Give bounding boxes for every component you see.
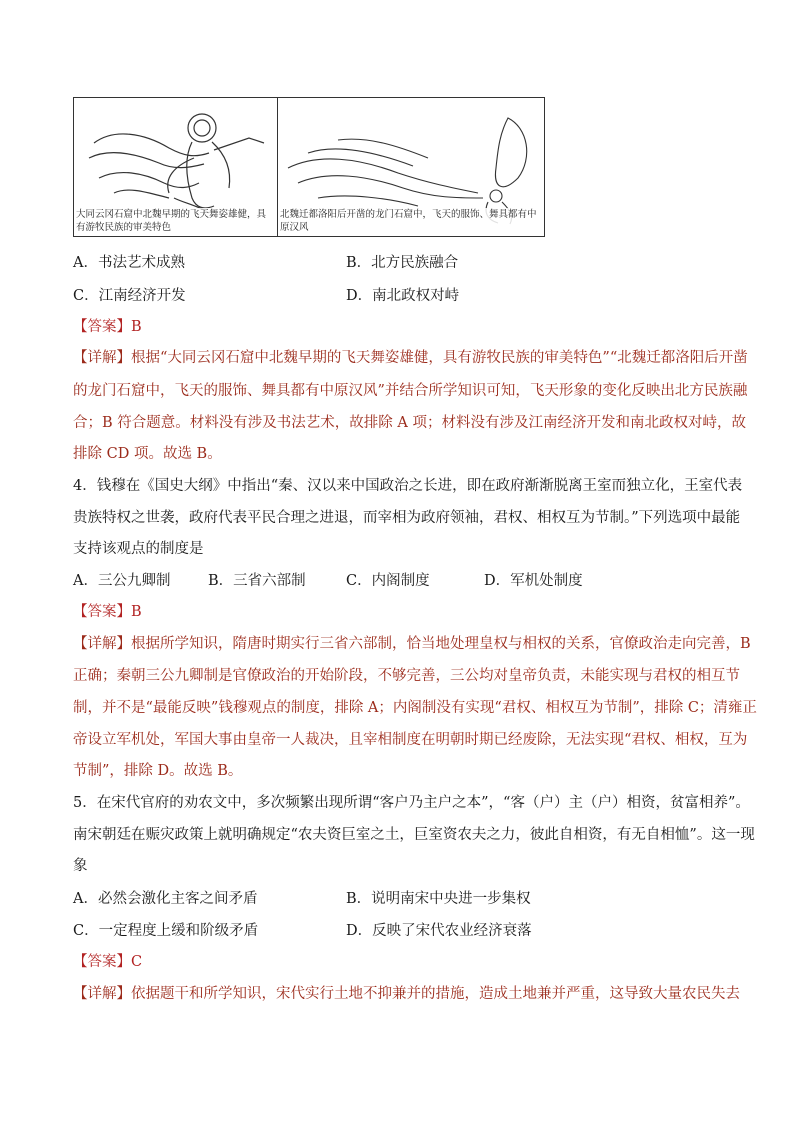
q3-option-a: A．书法艺术成熟 xyxy=(73,255,185,271)
q5-stem-line: 5．在宋代官府的劝农文中，多次频繁出现所谓“客户乃主户之本”，“客（户）主（户）相资，贫富相养”。 xyxy=(73,795,750,811)
yungang-feitian-panel xyxy=(74,98,278,236)
q4-stem-line: 支持该观点的制度是 xyxy=(73,541,204,557)
q4-stem-line: 4．钱穆在《国史大纲》中指出“秦、汉以来中国政治之长进，即在政府渐渐脱离王室而独立化，王室代表 xyxy=(73,478,743,494)
left-figure-caption: 大同云冈石窟中北魏早期的飞天舞姿雄健，具有游牧民族的审美特色 xyxy=(76,208,275,234)
q3-option-d: D．南北政权对峙 xyxy=(346,288,460,304)
q5-explain-line: 【详解】依据题干和所学知识，宋代实行土地不抑兼并的措施，造成土地兼并严重，这导致大量农民失去 xyxy=(73,986,740,1002)
longmen-feitian-panel xyxy=(278,98,544,236)
q4-option-c: C．内阁制度 xyxy=(346,573,430,589)
q5-stem-line: 南宋朝廷在赈灾政策上就明确规定“农夫资巨室之土，巨室资农夫之力，彼此自相资，有无自相恤”。这一现 xyxy=(73,827,755,843)
q4-explain-line: 【详解】根据所学知识，隋唐时期实行三省六部制，恰当地处理皇权与相权的关系，官僚政治走向完善，B xyxy=(73,636,751,652)
q4-explain-line: 帝设立军机处，军国大事由皇帝一人裁决，且宰相制度在明朝时期已经废除，无法实现“君权、相权，互为 xyxy=(73,732,748,748)
q3-explain-line: 合；B 符合题意。材料没有涉及书法艺术，故排除 A 项；材料没有涉及江南经济开发和南北政权对峙，故 xyxy=(73,415,746,431)
q5-option-d: D．反映了宋代农业经济衰落 xyxy=(346,923,532,939)
q3-option-b: B．北方民族融合 xyxy=(346,255,459,271)
q4-option-d: D．军机处制度 xyxy=(484,573,583,589)
q4-explain-line: 节制”，排除 D。故选 B。 xyxy=(73,763,243,779)
q3-explain-line: 排除 CD 项。故选 B。 xyxy=(73,446,222,462)
q4-option-b: B．三省六部制 xyxy=(208,573,306,589)
q3-explain-line: 的龙门石窟中，飞天的服饰、舞具都有中原汉风”并结合所学知识可知，飞天形象的变化反映出北方民族融 xyxy=(73,383,748,399)
q4-stem-line: 贵族特权之世袭，政府代表平民合理之进退，而宰相为政府领袖，君权、相权互为节制。”下列选项中最能 xyxy=(73,510,741,526)
q4-answer: 【答案】B xyxy=(73,604,142,620)
q5-option-b: B．说明南宋中央进一步集权 xyxy=(346,891,531,907)
q4-explain-line: 正确；秦朝三公九卿制是官僚政治的开始阶段，不够完善，三公均对皇帝负责，未能实现与君权的相互节 xyxy=(73,668,740,684)
q5-option-a: A．必然会激化主客之间矛盾 xyxy=(73,891,258,907)
q5-option-c: C．一定程度上缓和阶级矛盾 xyxy=(73,923,259,939)
q3-option-c: C．江南经济开发 xyxy=(73,288,186,304)
q4-explain-line: 制，并不是“最能反映”钱穆观点的制度，排除 A；内阁制没有实现“君权、相权互为节制”，排除 C；清雍正 xyxy=(73,700,757,716)
feitian-figure xyxy=(73,97,545,237)
q3-answer: 【答案】B xyxy=(73,319,142,335)
q5-stem-line: 象 xyxy=(73,858,88,874)
right-figure-caption: 北魏迁都洛阳后开凿的龙门石窟中，飞天的服饰、舞具都有中原汉风 xyxy=(280,208,542,234)
q4-option-a: A．三公九卿制 xyxy=(73,573,171,589)
q3-explain-line: 【详解】根据“大同云冈石窟中北魏早期的飞天舞姿雄健，具有游牧民族的审美特色”“北魏迁都洛阳后开凿 xyxy=(73,350,748,366)
q5-answer: 【答案】C xyxy=(73,954,143,970)
